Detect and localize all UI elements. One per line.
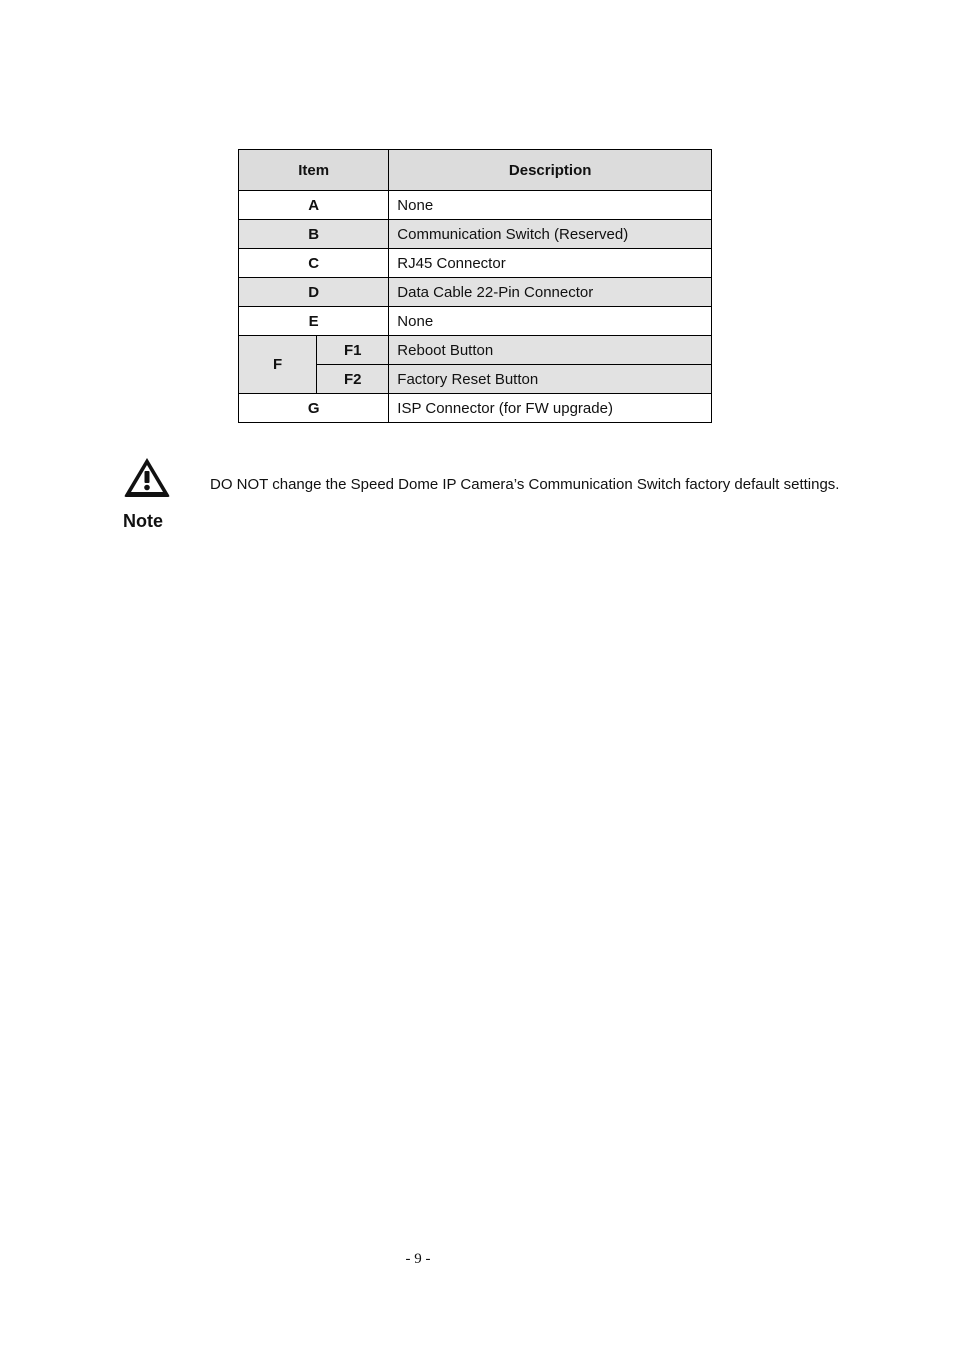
item-description: Communication Switch (Reserved) bbox=[389, 220, 712, 249]
table-row bbox=[239, 336, 712, 365]
table-header-row bbox=[239, 150, 712, 191]
table-row bbox=[239, 249, 712, 278]
item-subcode: F2 bbox=[317, 365, 389, 394]
item-code: B bbox=[239, 220, 389, 249]
item-description: None bbox=[389, 191, 712, 220]
description-column-header: Description bbox=[389, 150, 712, 191]
warning-icon bbox=[122, 455, 172, 499]
item-subcode: F1 bbox=[317, 336, 389, 365]
item-code: C bbox=[239, 249, 389, 278]
item-description: RJ45 Connector bbox=[389, 249, 712, 278]
note-text: DO NOT change the Speed Dome IP Camera’s Communication Switch factory default settings. bbox=[210, 476, 840, 493]
item-description: ISP Connector (for FW upgrade) bbox=[389, 394, 712, 423]
item-code: A bbox=[239, 191, 389, 220]
item-column-header: Item bbox=[239, 150, 389, 191]
table-row bbox=[239, 394, 712, 423]
table-row bbox=[239, 278, 712, 307]
page-number: - 9 - bbox=[405, 1251, 431, 1267]
item-code: E bbox=[239, 307, 389, 336]
item-group-code: F bbox=[239, 336, 317, 394]
item-description: Data Cable 22-Pin Connector bbox=[389, 278, 712, 307]
item-description: Reboot Button bbox=[389, 336, 712, 365]
item-code: G bbox=[239, 394, 389, 423]
item-description: Factory Reset Button bbox=[389, 365, 712, 394]
note-label: Note bbox=[123, 511, 163, 531]
table-row bbox=[239, 191, 712, 220]
table-row bbox=[239, 220, 712, 249]
item-code: D bbox=[239, 278, 389, 307]
item-description: None bbox=[389, 307, 712, 336]
table-row bbox=[239, 307, 712, 336]
item-description-table bbox=[238, 149, 712, 423]
